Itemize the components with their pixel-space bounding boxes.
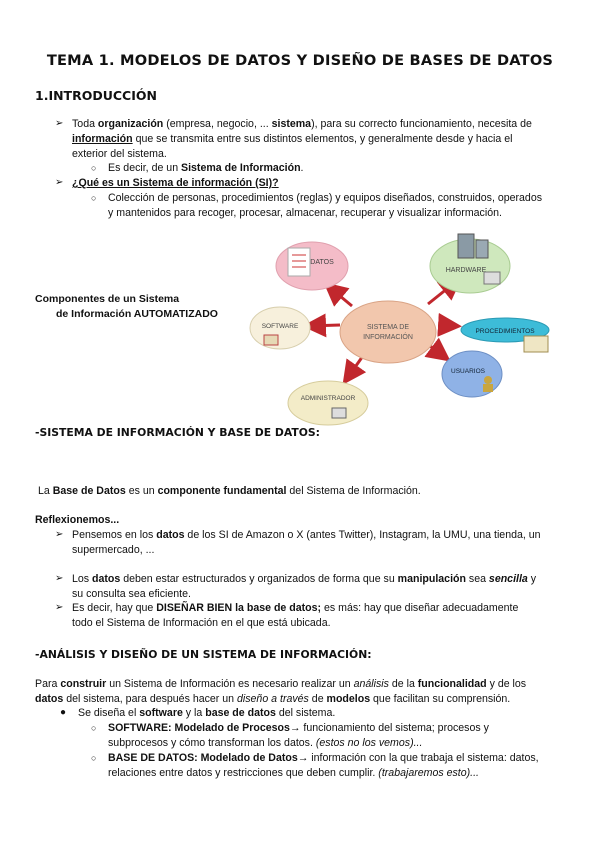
section3-sub-database: BASE DE DATOS: Modelado de Datos→ información con la que trabaja el sistema: datos, relaciones entre datos y restricciones que deben cumplir. (trabajaremos esto)... [108,752,539,779]
section3-sub-software: SOFTWARE: Modelado de Procesos→ funcionamiento del sistema; procesos y subprocesos y cómo transforman los datos. (estos no los vemos)... [108,722,489,749]
administrador-label: ADMINISTRADOR [300,395,356,402]
diagram-caption: Componentes de un Sistema de Información AUTOMATIZADO [35,293,218,320]
arrow-bullet-icon: ➢ [55,529,64,540]
section-heading-intro: 1.INTRODUCCIÓN [35,88,157,103]
document-icon [288,248,310,276]
software-box-icon [264,335,278,345]
page-title: TEMA 1. MODELOS DE DATOS Y DISEÑO DE BASES DE DATOS [46,52,554,69]
intro-sub-2: Colección de personas, procedimientos (reglas) y equipos diseñados, construidos, operados y mantenidos para recoger, procesar, almacenar, recuperar y visualizar información. [108,192,543,219]
circle-bullet-icon: ○ [91,753,97,763]
scroll-icon [524,336,548,352]
circle-bullet-icon: ○ [91,163,97,173]
arrow-bullet-icon: ➢ [55,177,64,188]
center-label-2: INFORMACIÓN [363,334,413,341]
procedimientos-label: PROCEDIMIENTOS [475,328,535,335]
admin-computer-icon [332,408,346,418]
arrow-bullet-icon: ➢ [55,573,64,584]
procedimientos-node [461,318,549,352]
section2-bullet-1: Pensemos en los datos de los SI de Amazon o X (antes Twitter), Instagram, la UMU, una tienda, un supermercado, ... [72,529,541,556]
center-label-1: SISTEMA DE [366,324,410,331]
circle-bullet-icon: ○ [91,723,97,733]
server-icon [458,234,474,258]
arrow-bullet-icon: ➢ [55,602,64,613]
usuarios-node [442,351,502,397]
dot-bullet-icon: ● [60,707,67,718]
software-node [250,307,310,349]
section3-paragraph: Para construir un Sistema de Información es necesario realizar un análisis de la funcionalidad y de los datos del sistema, para después hacer un diseño a través de modelos que facilitan su comprensión. [35,678,527,705]
section-heading-si-bd: -SISTEMA DE INFORMACIÓN Y BASE DE DATOS: [35,426,320,439]
software-label: SOFTWARE [261,323,299,330]
reflexionemos-label: Reflexionemos... [35,514,120,526]
datos-node [276,242,348,290]
intro-paragraph-1: Toda organización (empresa, negocio, ... sistema), para su correcto funcionamiento, necesita de información que se transmita entre sus distintos elementos, y generalmente desde y hacia el exterior del sistema. [72,118,532,160]
center-node [340,301,436,363]
section-heading-analisis: -ANÁLISIS Y DISEÑO DE UN SISTEMA DE INFORMACIÓN: [35,648,372,661]
section2-bullet-3: Es decir, hay que DISEÑAR BIEN la base de datos; es más: hay que diseñar adecuadamente todo el Sistema de Información en el que está ubicada. [72,602,519,629]
information-system-diagram [240,228,570,438]
usuarios-label: USUARIOS [451,368,485,375]
arrow-bullet-icon: ➢ [55,118,64,129]
datos-label: DATOS [310,259,334,266]
section2-bullet-2: Los datos deben estar estructurados y organizados de forma que su manipulación sea sencilla y su consulta sea eficiente. [72,573,537,600]
section2-paragraph: La Base de Datos es un componente fundamental del Sistema de Información. [38,485,421,497]
hardware-label: HARDWARE [445,267,487,274]
intro-sub-1: Es decir, de un Sistema de Información. [108,162,304,174]
hardware-node [430,234,510,293]
circle-bullet-icon: ○ [91,193,97,203]
administrador-node [288,381,368,425]
monitor-icon [484,272,500,284]
intro-question: ¿Qué es un Sistema de información (SI)? [72,177,279,189]
user-icon [484,376,492,384]
section3-bullet: Se diseña el software y la base de datos del sistema. [78,707,336,719]
